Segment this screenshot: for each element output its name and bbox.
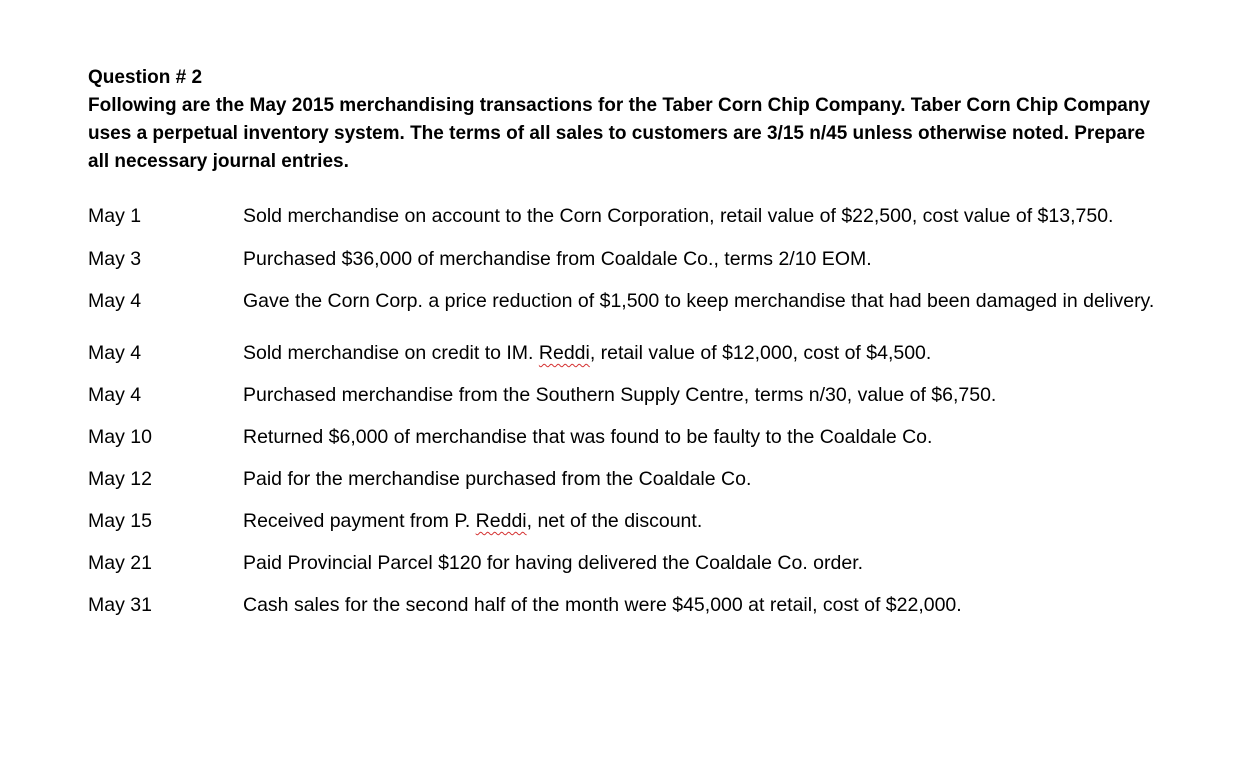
- spellcheck-flagged-word: Reddi: [475, 510, 527, 532]
- spellcheck-flagged-word: Reddi: [538, 342, 590, 364]
- transaction-description: Cash sales for the second half of the month were $45,000 at retail, cost of $22,000.: [243, 594, 962, 616]
- transaction-date: May 10: [88, 426, 152, 448]
- transaction-description: Purchased $36,000 of merchandise from Coaldale Co., terms 2/10 EOM.: [243, 248, 872, 270]
- transaction-row: [88, 550, 1208, 577]
- question-intro: Following are the May 2015 merchandising transactions for the Taber Corn Chip Company. Taber Corn Chip Company uses a perpetual inventory system. The terms of all sales to customers are 3/15 n/45 unless otherwise noted. Prepare all necessary journal entries.: [88, 95, 1151, 172]
- transaction-description: Purchased merchandise from the Southern Supply Centre, terms n/30, value of $6,750.: [243, 384, 997, 406]
- transaction-row: [88, 382, 1208, 409]
- transaction-description: Paid Provincial Parcel $120 for having delivered the Coaldale Co. order.: [243, 552, 864, 574]
- transaction-description: Gave the Corn Corp. a price reduction of $1,500 to keep merchandise that had been damaged in delivery.: [243, 290, 1155, 312]
- transaction-date: May 12: [88, 468, 152, 490]
- question-title: Question # 2: [88, 67, 203, 88]
- transaction-row: [88, 340, 1208, 367]
- transaction-description: Returned $6,000 of merchandise that was found to be faulty to the Coaldale Co.: [243, 426, 933, 448]
- transaction-row: [88, 424, 1208, 451]
- transaction-row: [88, 246, 1208, 273]
- document-page: [88, 64, 1208, 634]
- transaction-row: [88, 203, 1208, 230]
- transaction-description: Sold merchandise on account to the Corn Corporation, retail value of $22,500, cost value of $13,750.: [243, 205, 1114, 227]
- transaction-date: May 3: [88, 248, 142, 270]
- transaction-description: [243, 508, 1203, 535]
- transaction-row: [88, 466, 1208, 493]
- description-part: , retail value of $12,000, cost of $4,500.: [589, 342, 932, 364]
- transaction-description: [243, 340, 1203, 367]
- description-part: Sold merchandise on credit to IM.: [243, 342, 539, 364]
- transaction-description: Paid for the merchandise purchased from the Coaldale Co.: [243, 468, 752, 490]
- transaction-list: [88, 203, 1208, 619]
- transaction-date: May 1: [88, 205, 142, 227]
- transaction-date: May 15: [88, 510, 152, 532]
- transaction-date: May 21: [88, 552, 152, 574]
- transaction-row: [88, 592, 1208, 619]
- description-part: , net of the discount.: [526, 510, 703, 532]
- description-part: Received payment from P.: [243, 510, 476, 532]
- transaction-date: May 4: [88, 384, 142, 406]
- transaction-row: [88, 508, 1208, 535]
- transaction-row: [88, 288, 1208, 315]
- transaction-date: May 31: [88, 594, 152, 616]
- transaction-date: May 4: [88, 290, 142, 312]
- transaction-date: May 4: [88, 342, 142, 364]
